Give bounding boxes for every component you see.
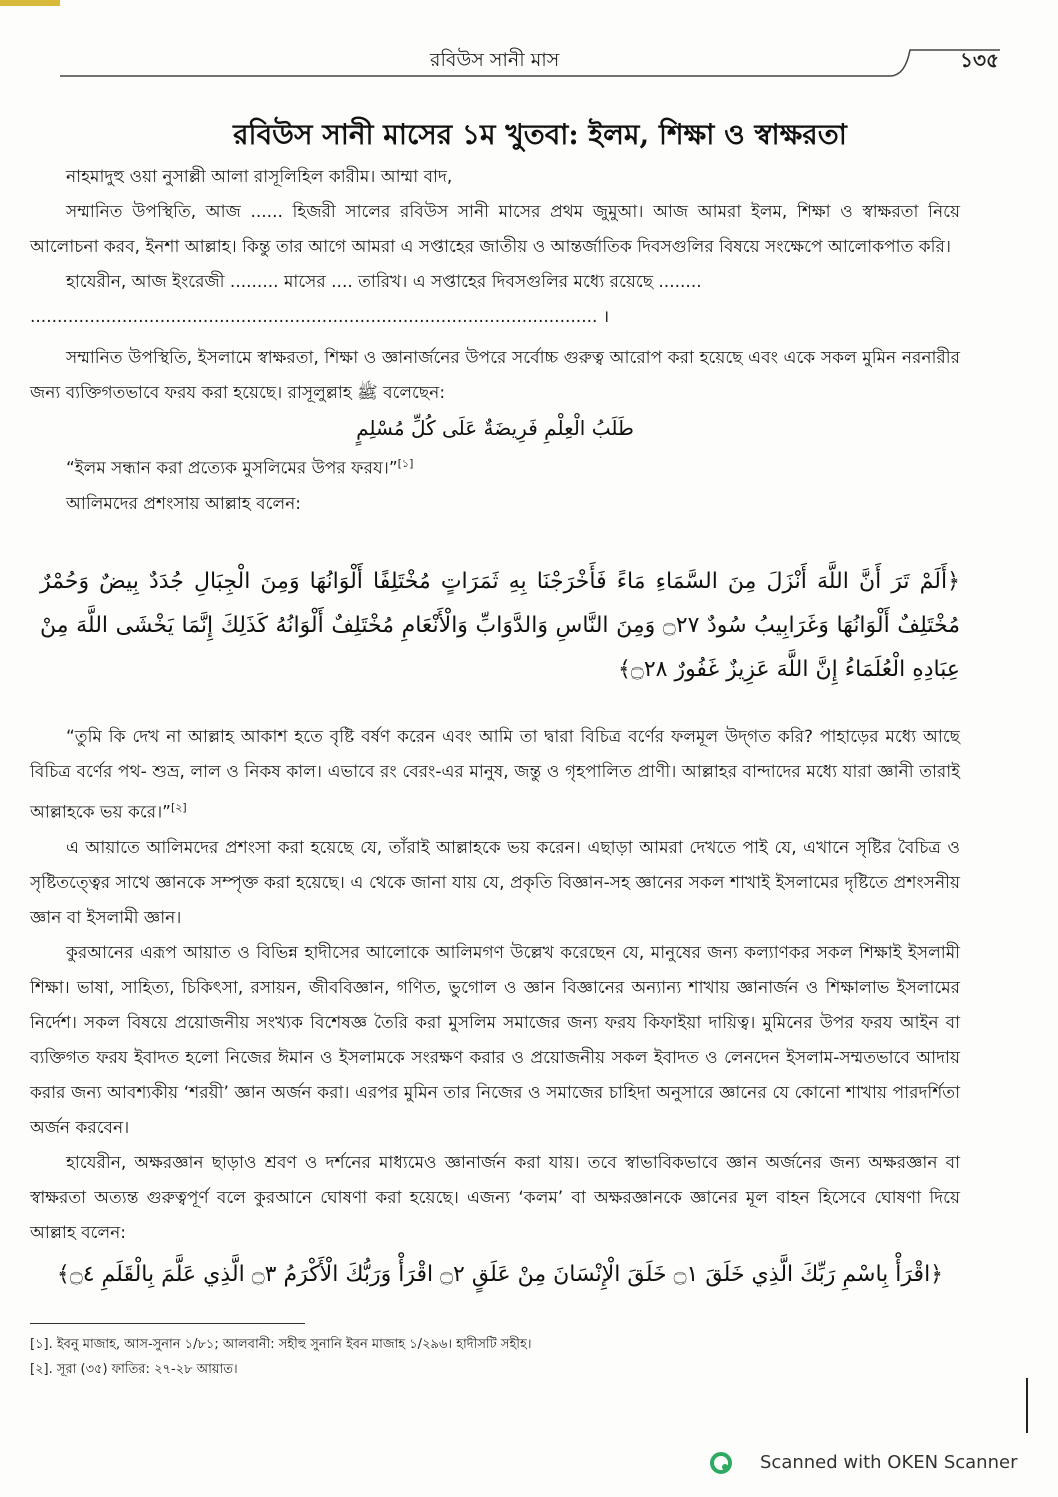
hadith-translation-text: “ইলম সন্ধান করা প্রত্যেক মুসলিমের উপর ফরয।” bbox=[66, 458, 398, 479]
hadith-translation bbox=[30, 446, 960, 487]
intro-section bbox=[30, 160, 960, 522]
paragraph-dates-continued: ......................................................................................................... । bbox=[30, 307, 610, 327]
quran-verse-alaq: ﴿اقْرَأْ بِاسْمِ رَبِّكَ الَّذِي خَلَقَ ۝١ خَلَقَ الْإِنْسَانَ مِنْ عَلَقٍ ۝٢ اقْرَأْ وَرَبُّكَ الْأَكْرَمُ ۝٣ الَّذِي عَلَّمَ بِالْقَلَمِ ۝٤﴾ bbox=[56, 1262, 944, 1287]
quran-verse-fatir: ﴿أَلَمْ تَرَ أَنَّ اللَّهَ أَنْزَلَ مِنَ السَّمَاءِ مَاءً فَأَخْرَجْنَا بِهِ ثَمَرَاتٍ مُخْتَلِفًا أَلْوَانُهَا وَمِنَ الْجِبَالِ جُدَدٌ بِيضٌ وَحُمْرٌ مُخْتَلِفٌ أَلْوَانُهَا وَغَرَابِيبُ سُودٌ ۝٢٧ وَمِنَ النَّاسِ وَالدَّوَابِّ وَالْأَنْعَامِ مُخْتَلِفٌ أَلْوَانُهُ كَذَلِكَ إِنَّمَا يَخْشَى اللَّهَ مِنْ عِبَادِهِ الْعُلَمَاءُ إِنَّ اللَّهَ عَزِيزٌ غَفُورٌ ۝٢٨﴾ bbox=[40, 569, 960, 682]
paragraph-praise-intro: আলিমদের প্রশংসায় আল্লাহ বলেন: bbox=[66, 493, 301, 514]
chapter-title: রবিউস সানী মাসের ১ম খুতবা: ইলম, শিক্ষা ও স্বাক্ষরতা bbox=[233, 118, 847, 151]
paragraph-intro: সম্মানিত উপস্থিতি, আজ ...... হিজরী সালের রবিউস সানী মাসের প্রথম জুমুআ। আজ আমরা ইলম, শিক্ষা ও স্বাক্ষরতা নিয়ে আলোচনা করব, ইনশা আল্লাহ। কিন্তু তার আগে আমরা এ সপ্তাহের জাতীয় ও আন্তর্জাতিক দিবসগুলির বিষয়ে সংক্ষেপে আলোকপাত করি। bbox=[30, 202, 960, 257]
footnote-ref-2: [২] bbox=[170, 801, 187, 814]
running-header bbox=[60, 40, 1000, 90]
page-edge-line bbox=[1026, 1378, 1028, 1433]
verse-translation-text: “তুমি কি দেখ না আল্লাহ আকাশ হতে বৃষ্টি বর্ষণ করেন এবং আমি তা দ্বারা বিচিত্র বর্ণের ফলমূল উদ্‌গত করি? পাহাড়ের মধ্যে আছে বিচিত্র বর্ণের পথ- শুভ্র, লাল ও নিকষ কাল। এভাবে রং বেরং-এর মানুষ, জন্তু ও গৃহপালিত প্রাণী। আল্লাহর বান্দাদের মধ্যে যারা জ্ঞানী তারাই আল্লাহকে ভয় করে।” bbox=[30, 727, 960, 823]
paragraph-islamic-education: কুরআনের এরূপ আয়াত ও বিভিন্ন হাদীসের আলোকে আলিমগণ উল্লেখ করেছেন যে, মানুষের জন্য কল্যাণকর সকল শিক্ষাই ইসলামী শিক্ষা। ভাষা, সাহিত্য, চিকিৎসা, রসায়ন, জীববিজ্ঞান, গণিত, ভুগোল ও জ্ঞান বিজ্ঞানের অন্যান্য শাখায় জ্ঞানার্জন ও শিক্ষালাভ ইসলামের নির্দেশ। সকল বিষয়ে প্রয়োজনীয় সংখ্যক বিশেষজ্ঞ তৈরি করা মুসলিম সমাজের জন্য ফরয কিফাইয়া দায়িত্ব। মুমিনের উপর ফরয আইন বা ব্যক্তিগত ফরয ইবাদত হলো নিজের ঈমান ও ইসলামকে সংরক্ষণ করার ও প্রয়োজনীয় সকল ইবাদত ও লেনদেন ইসলাম-সম্মতভাবে আদায় করার জন্য আবশ্যকীয় ‘শরয়ী’ জ্ঞান অর্জন করা। এরপর মুমিন তার নিজের ও সমাজের চাহিদা অনুসারে জ্ঞানের যে কোনো শাখায় পারদর্শিতা অর্জন করবেন। bbox=[30, 942, 960, 1138]
hadith-arabic: طَلَبُ الْعِلْمِ فَرِيضَةٌ عَلَى كُلِّ مُسْلِمٍ bbox=[356, 416, 634, 440]
paragraph-salutation: নাহমাদুহু ওয়া নুসাল্লী আলা রাসূলিহিল কারীম। আম্মা বাদ, bbox=[66, 167, 453, 187]
page-number: ১৩৫ bbox=[960, 48, 999, 72]
paragraph-importance: সম্মানিত উপস্থিতি, ইসলামে স্বাক্ষরতা, শিক্ষা ও জ্ঞানার্জনের উপরে সর্বোচ্চ গুরুত্ব আরোপ করা হয়েছে এবং একে সকল মুমিন নরনারীর জন্য ব্যক্তিগতভাবে ফরয করা হয়েছে। রাসূলুল্লাহ ﷺ বলেছেন: bbox=[30, 348, 960, 403]
footnote-rule bbox=[30, 1323, 305, 1324]
paragraph-dates: হাযেরীন, আজ ইংরেজী ......... মাসের .... তারিখ। এ সপ্তাহের দিবসগুলির মধ্যে রয়েছে ........ bbox=[66, 272, 702, 292]
main-section bbox=[30, 720, 960, 1251]
scanner-text: Scanned with OKEN Scanner bbox=[760, 1452, 1018, 1473]
footnote-1: [১]. ইবনু মাজাহ, আস-সুনান ১/৮১; আলবানী: সহীহু সুনানি ইবন মাজাহ ১/২৯৬। হাদীসটি সহীহ। bbox=[30, 1337, 532, 1352]
paragraph-literacy: হাযেরীন, অক্ষরজ্ঞান ছাড়াও শ্রবণ ও দর্শনের মাধ্যমেও জ্ঞানার্জন করা যায়। তবে স্বাভাবিকভাবে জ্ঞান অর্জনের জন্য অক্ষরজ্ঞান বা স্বাক্ষরতা অত্যন্ত গুরুত্বপূর্ণ বলে কুরআনে ঘোষণা করা হয়েছে। এজন্য ‘কলম’ বা অক্ষরজ্ঞানকে জ্ঞানের মূল বাহন হিসেবে ঘোষণা দিয়ে আল্লাহ বলেন: bbox=[30, 1152, 960, 1243]
footnote-2: [২]. সূরা (৩৫) ফাতির: ২৭-২৮ আয়াত। bbox=[30, 1362, 238, 1377]
paragraph-scholars: এ আয়াতে আলিমদের প্রশংসা করা হয়েছে যে, তাঁরাই আল্লাহকে ভয় করেন। এছাড়া আমরা দেখতে পাই যে, এখানে সৃষ্টির বৈচিত্র ও সৃষ্টিতত্ত্বের সাথে জ্ঞানকে সম্পৃক্ত করা হয়েছে। এ থেকে জানা যায় যে, প্রকৃতি বিজ্ঞান-সহ জ্ঞানের সকল শাখাই ইসলামের দৃষ্টিতে প্রশংসনীয় জ্ঞান বা ইসলামী জ্ঞান। bbox=[30, 837, 960, 928]
scanner-watermark bbox=[710, 1450, 1050, 1482]
footnote-ref-1: [১] bbox=[397, 457, 414, 470]
oken-logo-icon bbox=[710, 1452, 732, 1474]
page-corner-mark bbox=[0, 0, 60, 6]
verse-translation bbox=[30, 720, 960, 831]
running-title: রবিউস সানী মাস bbox=[430, 49, 560, 71]
